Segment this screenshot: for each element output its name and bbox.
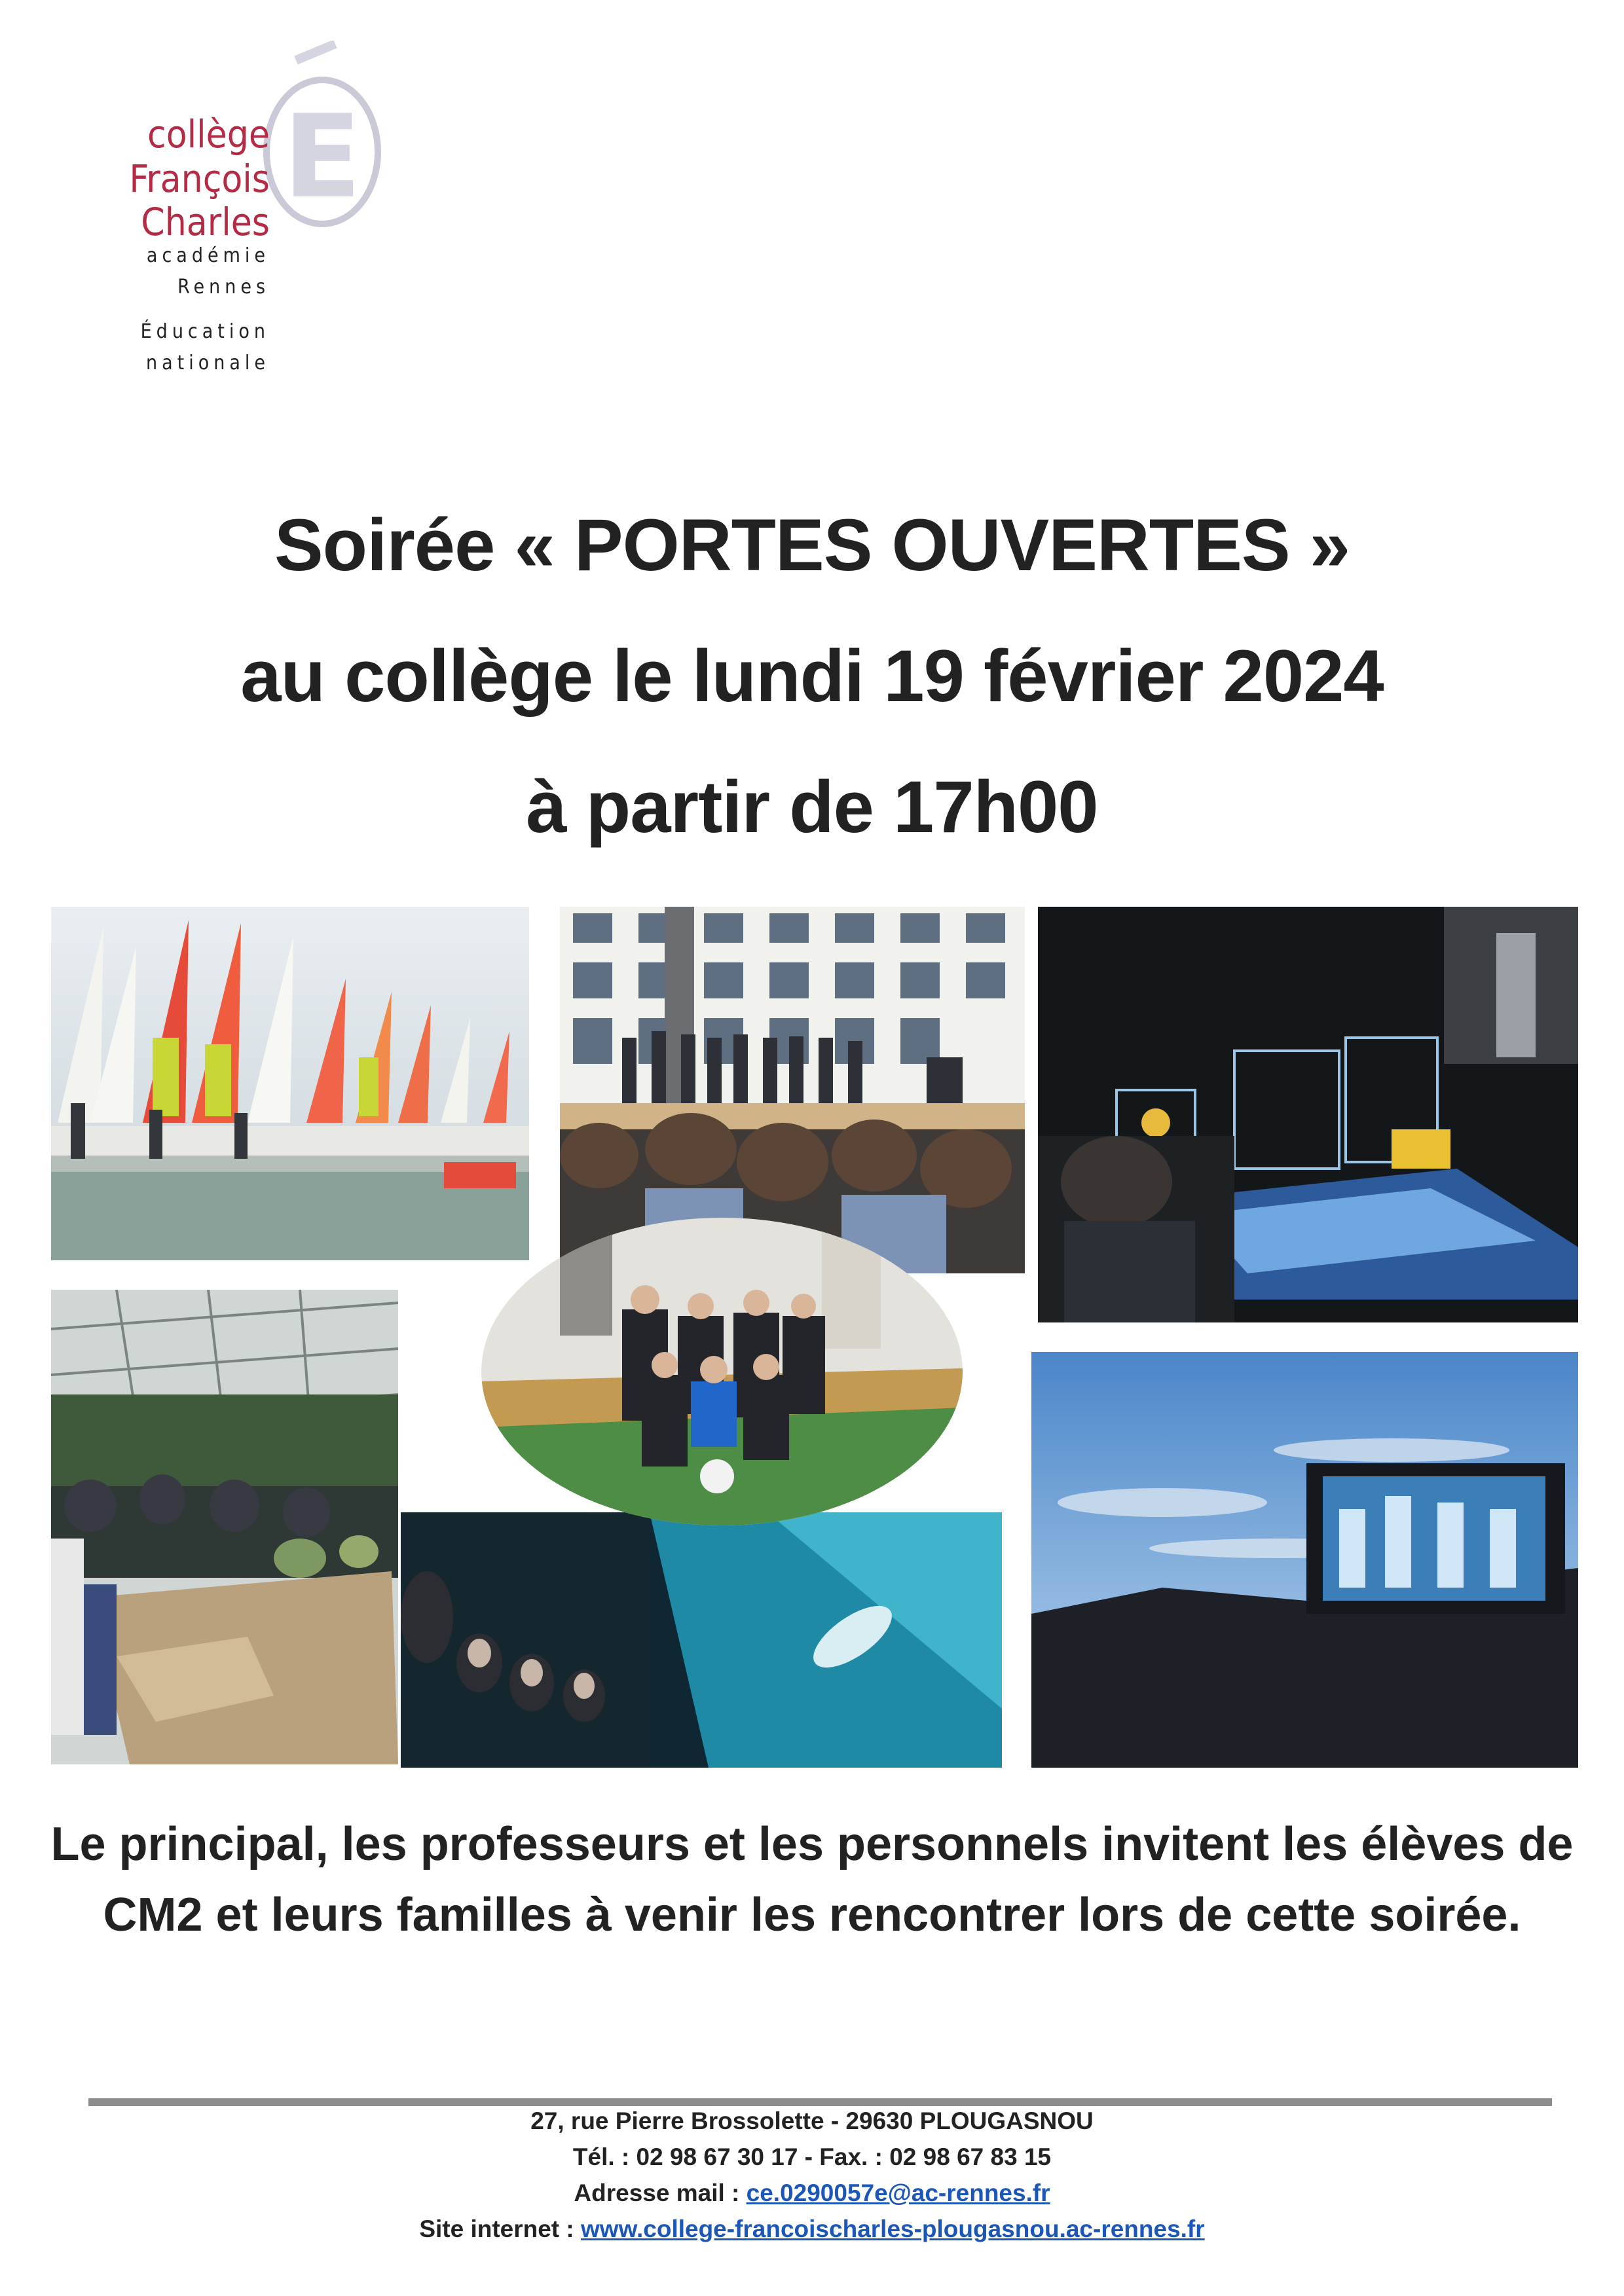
education-label: Éducation	[140, 320, 270, 343]
sea-life-tank-photo	[401, 1512, 1002, 1768]
marianne-e-icon	[257, 41, 388, 230]
aquarium-exhibit-photo	[1038, 907, 1578, 1322]
footer-site-label: Site internet :	[419, 2215, 581, 2242]
sailing-catamarans-photo	[51, 907, 529, 1260]
nationale-label: nationale	[146, 352, 270, 374]
footer-address: 27, rue Pierre Brossolette - 29630 PLOUGASNOU	[530, 2107, 1094, 2134]
invitation-line-1: Le principal, les professeurs et les personnels invitent les élèves de	[50, 1818, 1574, 1870]
event-date: au collège le lundi 19 février 2024	[240, 635, 1384, 717]
footer-website-link[interactable]: www.college-francoischarles-plougasnou.ac-rennes.fr	[581, 2215, 1205, 2242]
team-photo	[481, 1218, 963, 1525]
footer-site-row	[0, 2213, 1624, 2246]
academie-label: académie	[146, 244, 270, 267]
footer-mail-label: Adresse mail :	[574, 2179, 747, 2206]
school-concert-photo	[560, 907, 1025, 1273]
outdoor-cinema-photo	[1031, 1352, 1578, 1768]
academie-name: Rennes	[177, 276, 270, 299]
college-name-line-2: François Charles	[129, 156, 270, 244]
event-time: à partir de 17h00	[526, 766, 1098, 848]
invitation-line-2: CM2 et leurs familles à venir les rencontrer lors de cette soirée.	[103, 1889, 1521, 1941]
footer-email-link[interactable]: ce.0290057e@ac-rennes.fr	[746, 2179, 1050, 2206]
event-title: Soirée « PORTES OUVERTES »	[274, 504, 1350, 586]
svg-text:E: E	[283, 91, 361, 224]
footer-phone: Tél. : 02 98 67 30 17 - Fax. : 02 98 67 83 15	[572, 2143, 1052, 2170]
greenhouse-visit-photo	[51, 1290, 398, 1764]
college-name-line-1: collège	[147, 112, 270, 156]
footer-mail-row	[0, 2177, 1624, 2210]
